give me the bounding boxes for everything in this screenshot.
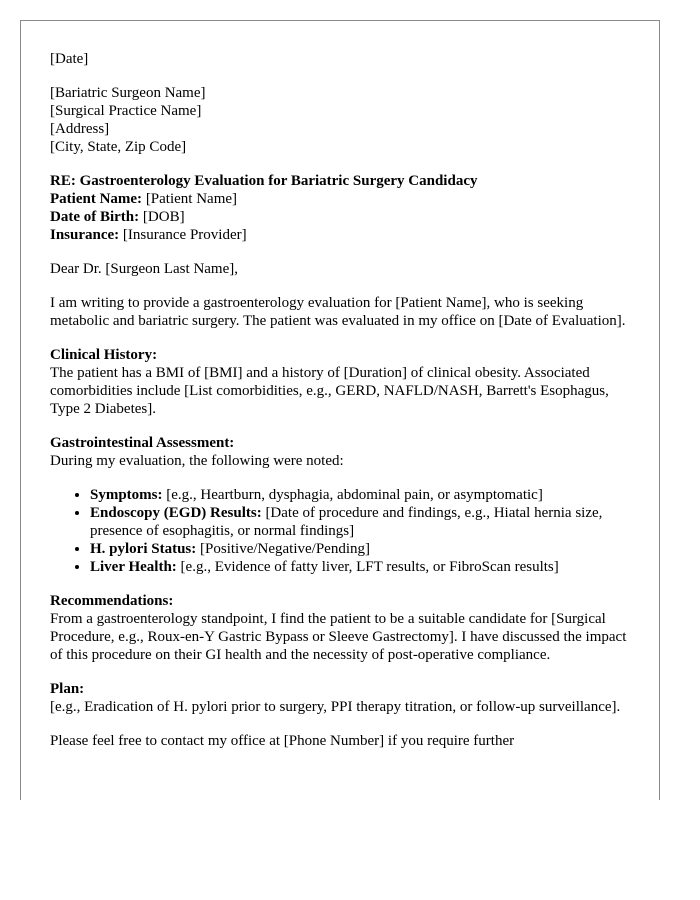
list-item [90, 540, 635, 558]
plan-heading: Plan: [50, 681, 85, 697]
recipient-address [50, 84, 635, 156]
letter-body [50, 50, 635, 766]
liver-health-text: [e.g., Evidence of fatty liver, LFT results, or FibroScan results] [176, 559, 559, 575]
dob-label: Date of Birth: [50, 209, 140, 225]
patient-name-line [50, 190, 635, 208]
recipient-surgeon-name: [Bariatric Surgeon Name] [50, 85, 206, 101]
recommendations-heading: Recommendations: [50, 593, 174, 609]
salutation: Dear Dr. [Surgeon Last Name], [50, 261, 238, 277]
closing-text: Please feel free to contact my office at [Phone Number] if you require further [50, 733, 515, 749]
patient-name-label: Patient Name: [50, 191, 143, 207]
gi-assessment-intro: During my evaluation, the following were noted: [50, 453, 344, 469]
liver-health-label: Liver Health: [90, 559, 177, 575]
recipient-address-line: [Address] [50, 121, 110, 137]
letter-date: [Date] [50, 51, 89, 67]
plan-section [50, 680, 635, 716]
symptoms-label: Symptoms: [90, 487, 163, 503]
dob-value: [DOB] [139, 209, 185, 225]
h-pylori-label: H. pylori Status: [90, 541, 197, 557]
gi-assessment-section [50, 434, 635, 576]
gi-assessment-heading: Gastrointestinal Assessment: [50, 435, 235, 451]
endoscopy-label: Endoscopy (EGD) Results: [90, 505, 262, 521]
date-block [50, 50, 635, 68]
recommendations-text: From a gastroenterology standpoint, I find the patient to be a suitable candidate for [Surgical Procedure, e.g., Roux-en-Y Gastric Bypass or Sleeve Gastrectomy]. I have discussed the impact of this procedure on their GI health and the necessity of post-operative compliance. [50, 611, 627, 663]
endoscopy-text: [Date of procedure and findings, e.g., Hiatal hernia size, presence of esophagitis, or normal findings] [90, 505, 603, 539]
insurance-line [50, 226, 635, 244]
clinical-history-heading: Clinical History: [50, 347, 158, 363]
list-item [90, 504, 635, 540]
list-item [90, 558, 635, 576]
recipient-city-state-zip: [City, State, Zip Code] [50, 139, 187, 155]
letter-page [20, 20, 660, 800]
insurance-label: Insurance: [50, 227, 120, 243]
re-subject: RE: Gastroenterology Evaluation for Bariatric Surgery Candidacy [50, 173, 478, 189]
clinical-history-text: The patient has a BMI of [BMI] and a history of [Duration] of clinical obesity. Associated comorbidities include [List comorbidities, e.g., GERD, NAFLD/NASH, Barrett's Esophagus, Type 2 Diabetes]. [50, 365, 609, 417]
list-item [90, 486, 635, 504]
symptoms-text: [e.g., Heartburn, dysphagia, abdominal pain, or asymptomatic] [162, 487, 543, 503]
dob-line [50, 208, 635, 226]
recipient-practice-name: [Surgical Practice Name] [50, 103, 202, 119]
intro-paragraph-block [50, 294, 635, 330]
patient-name-value: [Patient Name] [142, 191, 238, 207]
salutation-block [50, 260, 635, 278]
plan-text: [e.g., Eradication of H. pylori prior to surgery, PPI therapy titration, or follow-up surveillance]. [50, 699, 621, 715]
gi-findings-list [50, 486, 635, 576]
recommendations-section [50, 592, 635, 664]
h-pylori-text: [Positive/Negative/Pending] [196, 541, 370, 557]
insurance-value: [Insurance Provider] [119, 227, 247, 243]
re-block [50, 172, 635, 244]
clinical-history-section [50, 346, 635, 418]
closing-block [50, 732, 635, 750]
intro-paragraph: I am writing to provide a gastroenterology evaluation for [Patient Name], who is seeking metabolic and bariatric surgery. The patient was evaluated in my office on [Date of Evaluation]. [50, 295, 626, 329]
